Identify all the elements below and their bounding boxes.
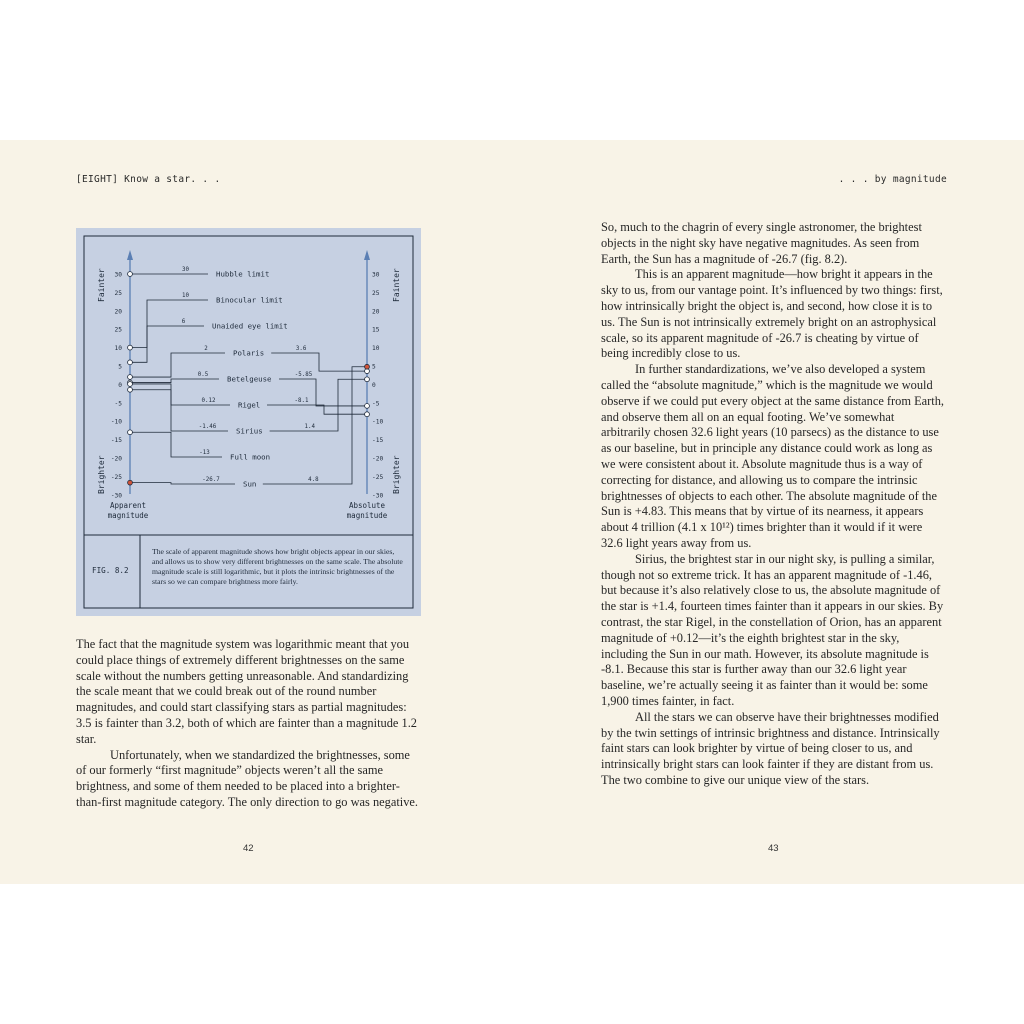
absolute-marker: [365, 412, 370, 417]
left-tick-label: 0: [118, 381, 122, 389]
left-tick-label: 25: [114, 326, 122, 334]
brighter-label-left: Brighter: [97, 455, 106, 494]
left-tick-label: -15: [110, 437, 122, 445]
paragraph: The fact that the magnitude system was logarithmic meant that you could place things of extremely different brightnesses on the same scale without the numbers getting unreasonable. And standardizing the scale meant that we could break out of the round number magnitudes, and could start classifying stars as partial magnitudes: 3.5 is fainter than 3.2, both of which are fainter than a magnitude 1.2 star.: [76, 637, 417, 746]
apparent-axis-title: Apparent magnitude: [107, 501, 149, 520]
apparent-marker: [128, 272, 133, 277]
apparent-value-label: 10: [182, 293, 189, 299]
connector-line: [130, 353, 225, 377]
apparent-marker: [128, 382, 133, 387]
absolute-value-label: -5.85: [294, 372, 313, 378]
absolute-marker: [365, 404, 370, 409]
brighter-label-right: Brighter: [392, 455, 401, 494]
absolute-connector-line: [279, 379, 367, 406]
apparent-value-label: 0.12: [201, 398, 216, 404]
paragraph: So, much to the chagrin of every single astronomer, the brightest objects in the night sky have negative magnitudes. As seen from Earth, the Sun has a magnitude of -26.7 (fig. 8.2).: [601, 220, 922, 266]
left-tick-label: -30: [110, 492, 122, 500]
absolute-connector-line: [271, 353, 367, 371]
object-name-label: Unaided eye limit: [212, 321, 288, 331]
right-tick-label: -5: [372, 400, 380, 408]
book-spread: [0, 140, 1024, 884]
apparent-marker: [128, 430, 133, 435]
right-tick-label: -20: [372, 455, 384, 463]
right-page-text: [601, 220, 946, 789]
object-name-label: Full moon: [230, 452, 271, 462]
connector-line: [130, 326, 204, 362]
object-name-label: Betelgeuse: [227, 374, 272, 384]
left-tick-label: -20: [110, 455, 122, 463]
object-name-label: Hubble limit: [216, 269, 270, 279]
absolute-marker: [365, 377, 370, 382]
left-tick-label: -10: [110, 418, 122, 426]
right-tick-label: 10: [372, 345, 380, 353]
running-head-right: . . . by magnitude: [838, 174, 947, 185]
left-tick-label: 5: [118, 363, 122, 371]
paragraph: In further standardizations, we’ve also developed a system called the “absolute magnitude,” which is the magnitude we would observe if we could put every object at the same distance from Earth, and observe them all on an equal footing. We’ve somewhat arbitrarily chosen 32.6 light years (10 parsecs) as the distance to use as our baseline, but in principle any distance could work as long as we were consistent about it. Absolute magnitude thus is a way of correcting for distance, and allowing us to compare the intrinsic brightnesses of objects to each other. The absolute magnitude of the Sun is +4.83. This means that by virtue of its nearness, it appears about 4 trillion (4.1 x 10¹²) times brighter than it would if it were 32.6 light years away from us.: [601, 362, 945, 550]
connector-line: [130, 379, 219, 383]
right-tick-label: -25: [372, 473, 384, 481]
fainter-label-left: Fainter: [97, 268, 106, 302]
apparent-value-label: 30: [182, 267, 189, 273]
apparent-value-label: -26.7: [202, 477, 220, 483]
paragraph: All the stars we can observe have their brightnesses modified by the twin settings of intrinsic brightness and distance. Intrinsically faint stars can look brighter by virtue of being closer to us, and intrinsically bright stars can look fainter if they are distant from us. The two combine to give our unique view of the stars.: [601, 709, 940, 787]
page-number-right: 43: [768, 843, 779, 854]
absolute-axis-title: Absolute magnitude: [346, 501, 388, 520]
right-tick-label: 15: [372, 326, 380, 334]
absolute-value-label: 3.6: [295, 346, 307, 352]
absolute-value-label: 1.4: [304, 424, 316, 430]
right-tick-label: 0: [372, 381, 376, 389]
apparent-marker: [128, 480, 133, 485]
left-tick-label: 20: [114, 308, 122, 316]
left-tick-label: -25: [110, 473, 122, 481]
figure-label: FIG. 8.2: [92, 566, 129, 575]
right-tick-label: 20: [372, 308, 380, 316]
right-tick-label: -30: [372, 492, 384, 500]
absolute-value-label: -8.1: [294, 398, 309, 404]
object-name-label: Polaris: [233, 348, 265, 358]
apparent-marker: [128, 345, 133, 350]
absolute-marker: [365, 364, 370, 369]
left-tick-label: 25: [114, 289, 122, 297]
apparent-value-label: -1.46: [198, 424, 217, 430]
right-tick-label: 5: [372, 363, 376, 371]
left-tick-label: 30: [114, 271, 122, 279]
figure-caption: The scale of apparent magnitude shows how bright objects appear in our skies, and allows us to show very different brightnesses on the same scale. The absolute magnitude scale is still logarithmic, but it plots the intrinsic brightnesses of the stars so we can compare brightness more fairly.: [152, 547, 403, 586]
left-page-text: [76, 637, 422, 811]
right-tick-label: 25: [372, 289, 380, 297]
left-tick-label: 10: [114, 345, 122, 353]
apparent-value-label: 2: [204, 346, 208, 352]
apparent-marker: [128, 387, 133, 392]
right-tick-label: -10: [372, 418, 384, 426]
object-name-label: Sirius: [236, 426, 263, 436]
right-tick-label: -15: [372, 437, 384, 445]
paragraph: This is an apparent magnitude—how bright it appears in the sky to us, from our vantage point. It’s influenced by two things: first, how intrinsically bright the object is, and second, how close it is to us. The Sun is not intrinsically extremely bright on an astrophysical scale, so its apparent magnitude of -26.7 is cheating by virtue of being incredibly close to us.: [601, 267, 943, 361]
magnitude-figure: [76, 228, 421, 616]
apparent-value-label: 0.5: [197, 372, 209, 378]
page-number-left: 42: [243, 843, 254, 854]
connector-line: [130, 300, 208, 348]
object-name-label: Binocular limit: [216, 295, 283, 305]
apparent-value-label: -13: [199, 450, 210, 456]
fainter-label-right: Fainter: [392, 268, 401, 302]
apparent-marker: [128, 360, 133, 365]
object-name-label: Rigel: [238, 400, 261, 410]
left-tick-label: -5: [114, 400, 122, 408]
object-name-label: Sun: [243, 479, 257, 489]
apparent-value-label: 6: [181, 319, 186, 325]
running-head-left: [EIGHT] Know a star. . .: [76, 174, 221, 185]
right-tick-label: 30: [372, 271, 380, 279]
paragraph: Sirius, the brightest star in our night sky, is pulling a similar, though not so extreme trick. It has an apparent magnitude of -1.46, but because it’s also relatively close to us, the absolute magnitude of the star is +1.4, fourteen times fainter than it appears in our skies. By contrast, the star Rigel, in the constellation of Orion, has an apparent magnitude of +0.12—it’s the eighth brightest star in the sky, including the Sun in our math. However, its absolute magnitude is -8.1. Because this star is further away than our 32.6 light year baseline, we’re actually seeing it as fainter than it would be: some 1,900 times fainter, in fact.: [601, 551, 944, 708]
paragraph: Unfortunately, when we standardized the brightnesses, some of our formerly “first magnitude” objects weren’t all the same brightness, and some of them needed to be placed into a brighter-than-first magnitude category. The only direction to go was negative.: [76, 747, 419, 809]
absolute-value-label: 4.8: [308, 477, 319, 483]
apparent-marker: [128, 375, 133, 380]
